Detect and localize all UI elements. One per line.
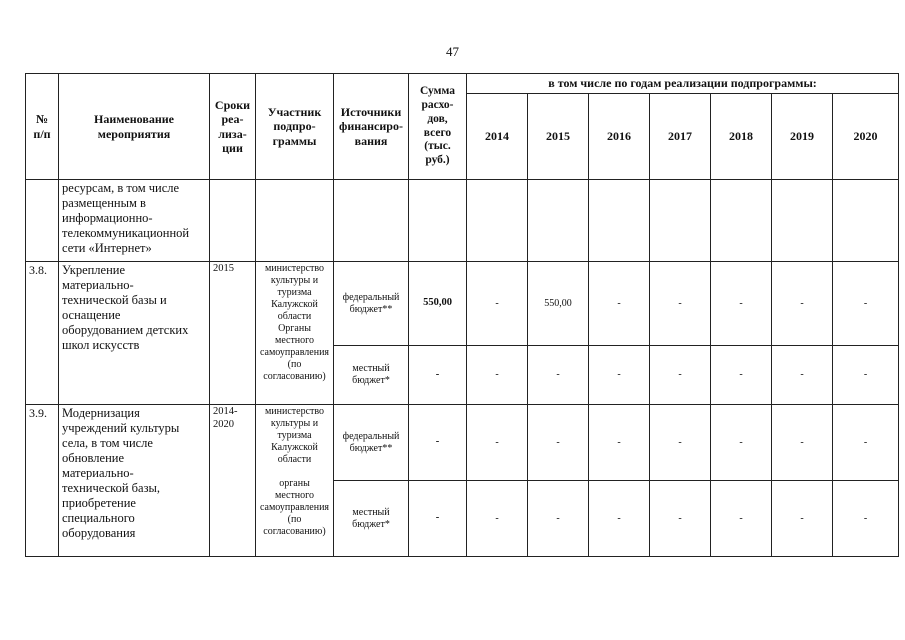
year-value: -	[772, 346, 833, 405]
year-value: -	[650, 346, 711, 405]
header-year-2017: 2017	[650, 94, 711, 180]
header-name: Наименование мероприятия	[59, 74, 210, 180]
header-year-2014: 2014	[467, 94, 528, 180]
funding-total: -	[409, 405, 467, 481]
table-row	[26, 262, 899, 346]
funding-source: местный бюджет*	[334, 481, 409, 557]
header-sum: Сумма расхо- дов, всего (тыс. руб.)	[409, 74, 467, 180]
row-number: 3.8.	[26, 262, 59, 405]
year-value: -	[772, 405, 833, 481]
header-participant: Участник подпро- граммы	[256, 74, 334, 180]
year-value: -	[467, 346, 528, 405]
header-years-title: в том числе по годам реализации подпрограммы:	[467, 74, 899, 94]
funding-total: -	[409, 346, 467, 405]
year-value: -	[589, 262, 650, 346]
header-year-2015: 2015	[528, 94, 589, 180]
year-value: -	[650, 481, 711, 557]
year-value: -	[772, 262, 833, 346]
header-year-2019: 2019	[772, 94, 833, 180]
year-value: 550,00	[528, 262, 589, 346]
row-name: Укрепление материально- технической базы и оснащение оборудованием детских школ искусств	[59, 262, 210, 405]
header-row-1	[26, 74, 899, 94]
year-value: -	[650, 262, 711, 346]
year-value: -	[711, 346, 772, 405]
page-number: 47	[446, 44, 459, 59]
header-num: № п/п	[26, 74, 59, 180]
year-value: -	[650, 405, 711, 481]
year-value: -	[528, 481, 589, 557]
year-value: -	[467, 481, 528, 557]
year-value: -	[711, 405, 772, 481]
header-sources: Источники финансиро- вания	[334, 74, 409, 180]
funding-source: местный бюджет*	[334, 346, 409, 405]
year-value: -	[711, 262, 772, 346]
table-row	[26, 405, 899, 481]
year-value: -	[711, 481, 772, 557]
continuation-row	[26, 180, 899, 262]
header-year-2020: 2020	[833, 94, 899, 180]
year-value: -	[528, 346, 589, 405]
row-number: 3.9.	[26, 405, 59, 557]
year-value: -	[833, 405, 899, 481]
row-name: Модернизация учреждений культуры села, в том числе обновление материально- технической базы, приобретение специального оборудования	[59, 405, 210, 557]
year-value: -	[833, 262, 899, 346]
continuation-num	[26, 180, 59, 262]
year-value: -	[467, 262, 528, 346]
header-year-2018: 2018	[711, 94, 772, 180]
row-terms: 2014- 2020	[210, 405, 256, 557]
funding-total: 550,00	[409, 262, 467, 346]
header-terms: Сроки реа- лиза- ции	[210, 74, 256, 180]
year-value: -	[833, 346, 899, 405]
year-value: -	[833, 481, 899, 557]
funding-source: федеральный бюджет**	[334, 405, 409, 481]
row-terms: 2015	[210, 262, 256, 405]
row-participant: министерство культуры и туризма Калужской области Органы местного самоуправления (по согласованию)	[256, 262, 334, 405]
funding-source: федеральный бюджет**	[334, 262, 409, 346]
year-value: -	[589, 346, 650, 405]
continuation-name: ресурсам, в том числе размещенным в информационно- телекоммуникационной сети «Интернет»	[59, 180, 210, 262]
funding-total: -	[409, 481, 467, 557]
year-value: -	[772, 481, 833, 557]
header-year-2016: 2016	[589, 94, 650, 180]
year-value: -	[589, 481, 650, 557]
year-value: -	[528, 405, 589, 481]
program-activities-table	[25, 73, 899, 557]
year-value: -	[467, 405, 528, 481]
row-participant: министерство культуры и туризма Калужской области органы местного самоуправления (по согласованию)	[256, 405, 334, 557]
year-value: -	[589, 405, 650, 481]
